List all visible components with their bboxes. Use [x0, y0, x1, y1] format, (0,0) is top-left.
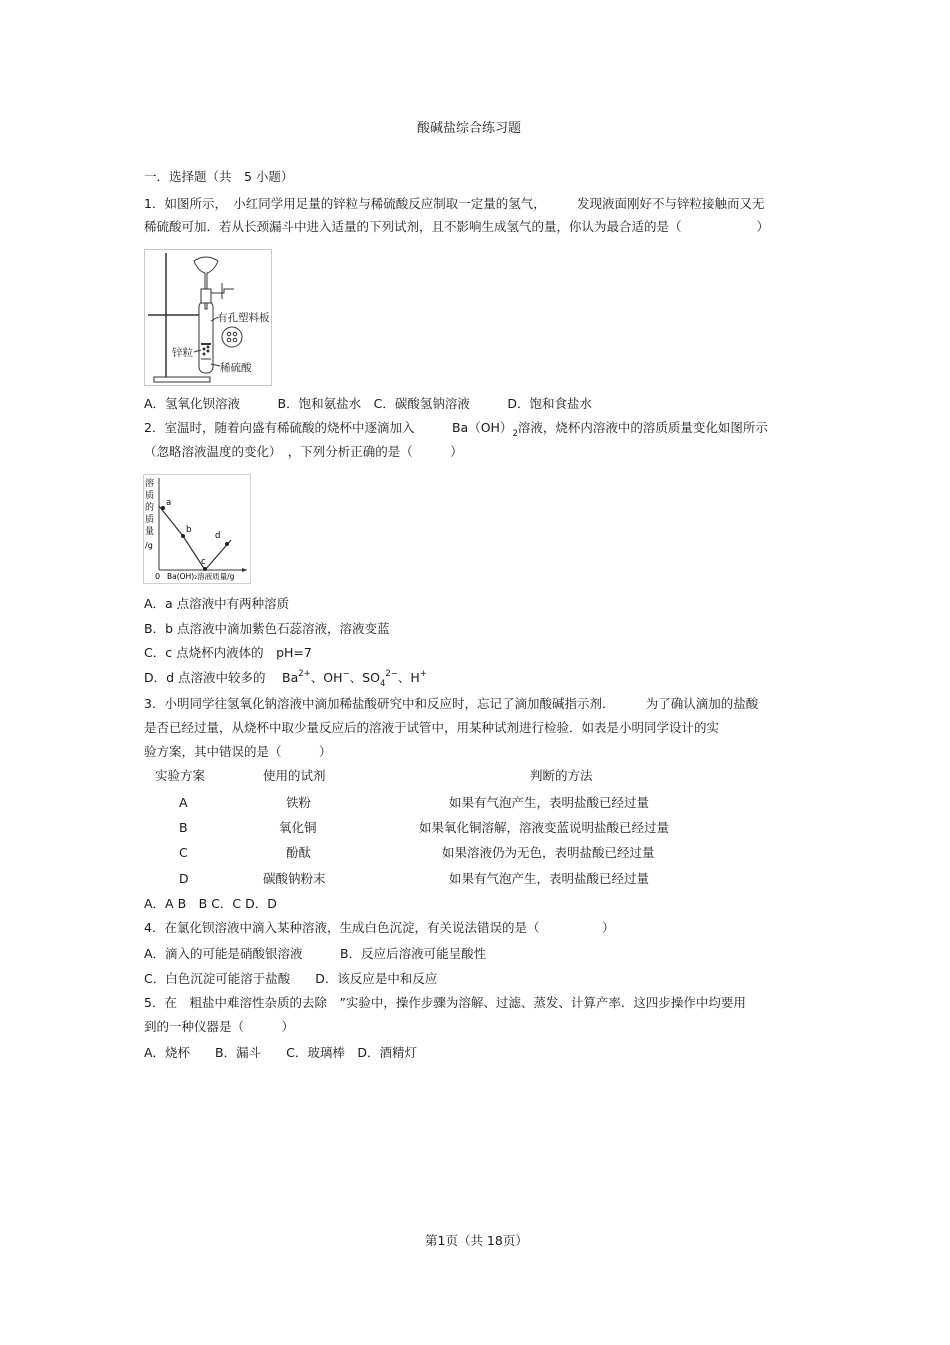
- table-cell: 酚酞: [286, 845, 312, 860]
- table-cell: 如果溶液仍为无色，表明盐酸已经过量: [442, 845, 655, 860]
- q3-line-3: 验方案，其中错误的是（ ）: [144, 744, 332, 759]
- graph-origin: 0: [155, 572, 161, 581]
- point-c-label: c: [201, 557, 206, 567]
- q2-option-d-ion: 、H: [397, 670, 420, 685]
- ylabel-char: 质: [145, 491, 155, 501]
- ylabel-char: 的: [145, 503, 155, 513]
- subscript: 4: [379, 679, 386, 689]
- q5-options: A．烧杯 B．漏斗 C．玻璃棒 D．酒精灯: [144, 1045, 417, 1060]
- q4-options-2: C．白色沉淀可能溶于盐酸 D．该反应是中和反应: [144, 971, 438, 986]
- q1-options: A．氢氧化钡溶液 B．饱和氨盐水 C．碳酸氢钠溶液 D．饱和食盐水: [144, 396, 592, 411]
- zinc-granule: [203, 348, 206, 351]
- superscript: 2−: [385, 669, 398, 679]
- point-d-marker: [225, 542, 229, 546]
- point-d-label: d: [215, 531, 221, 541]
- q2-subscript: 2: [512, 429, 518, 439]
- zinc-granule: [207, 346, 210, 349]
- solute-mass-graph: [143, 474, 251, 584]
- table-cell: 氧化铜: [279, 820, 317, 835]
- table-cell: 如果有气泡产生，表明盐酸已经过量: [449, 871, 650, 886]
- q2-line-2: （忽略溶液温度的变化） ，下列分析正确的是（ ）: [144, 444, 463, 459]
- superscript: −: [342, 669, 350, 679]
- graph-border: [144, 475, 251, 584]
- table-cell: B: [179, 820, 188, 835]
- q5-line-2: 到的一种仪器是（ ）: [144, 1019, 295, 1034]
- q2-option-d-text: D．d 点溶液中较多的 Ba: [144, 670, 299, 685]
- ylabel-char: 溶: [145, 479, 155, 489]
- q2-option-d: [144, 670, 427, 688]
- q2-option-a: A．a 点溶液中有两种溶质: [144, 596, 290, 611]
- point-b-label: b: [186, 525, 192, 535]
- q2-option-d-ion: 、OH: [310, 670, 343, 685]
- label-plate: 有孔塑料板: [217, 312, 270, 324]
- ylabel-unit: /g: [145, 541, 153, 550]
- q1-line-1: 1．如图所示， 小红同学用足量的锌粒与稀硫酸反应制取一定量的氢气， 发现液面刚好不与锌粒接触而又无: [144, 196, 765, 211]
- x-axis-arrow: [242, 568, 247, 572]
- superscript: 2+: [298, 669, 311, 679]
- q5-line-1: 5．在 粗盐中难溶性杂质的去除 ”实验中，操作步骤为溶解、过滤、蒸发、计算产率．这四步操作中均要用: [144, 995, 746, 1010]
- table-header-reagent: 使用的试剂: [263, 768, 326, 783]
- plate-detail-circle: [222, 327, 242, 347]
- q2-option-d-ion: 、SO: [349, 670, 380, 685]
- apparatus-figure: [144, 249, 272, 386]
- page-title: 酸碱盐综合练习题: [417, 121, 522, 136]
- table-cell: 碳酸钠粉末: [263, 871, 326, 886]
- q3-line-1: 3．小明同学往氢氧化钠溶液中滴加稀盐酸研究中和反应时，忘记了滴加酸碱指示剂． 为了确认滴加的盐酸: [144, 696, 759, 711]
- q1-line-2: 稀硫酸可加．若从长颈漏斗中进入适量的下列试剂，且不影响生成氢气的量，你认为最合适的是（ ）: [144, 219, 770, 234]
- ylabel-char: 质: [145, 515, 155, 525]
- table-header-method: 判断的方法: [530, 768, 593, 783]
- superscript: +: [419, 669, 427, 679]
- point-b-marker: [181, 534, 185, 538]
- zinc-granule: [203, 353, 206, 356]
- q3-line-2: 是否已经过量，从烧杯中取少量反应后的溶液于试管中，用某种试剂进行检验．如表是小明同学设计的实: [144, 720, 720, 735]
- table-cell: C: [179, 845, 188, 860]
- label-zinc: 锌粒: [172, 347, 193, 359]
- page-footer: 第1页（共 18页）: [425, 1233, 528, 1248]
- q4-line-1: 4．在氯化钡溶液中滴入某种溶液，生成白色沉淀，有关说法错误的是（ ）: [144, 920, 615, 935]
- table-cell: 铁粉: [286, 795, 312, 810]
- stopper: [201, 289, 211, 303]
- table-header-scheme: 实验方案: [155, 768, 206, 783]
- q4-options-1: A．滴入的可能是硝酸银溶液 B．反应后溶液可能呈酸性: [144, 946, 487, 961]
- point-c-marker: [203, 567, 207, 571]
- q2-line-1: [144, 420, 768, 438]
- table-cell: 如果氧化铜溶解，溶液变蓝说明盐酸已经过量: [419, 820, 670, 835]
- stand-base: [154, 377, 210, 382]
- section-heading: 一．选择题（共 5 小题）: [144, 169, 294, 184]
- ylabel-char: 量: [145, 527, 155, 537]
- test-tube: [199, 301, 213, 373]
- table-cell: A: [179, 795, 188, 810]
- graph-xlabel: Ba(OH)₂溶液质量/g: [167, 572, 235, 581]
- q2-option-b: B．b 点溶液中滴加紫色石蕊溶液，溶液变蓝: [144, 621, 390, 636]
- label-acid: 稀硫酸: [220, 362, 252, 374]
- zinc-granule: [207, 350, 210, 353]
- q2-line-1-cont: 溶液，烧杯内溶液中的溶质质量变化如图所示: [517, 420, 768, 435]
- point-a-label: a: [166, 498, 172, 508]
- table-cell: D: [179, 871, 189, 886]
- q3-options: A．A B B C．C D．D: [144, 896, 277, 911]
- table-cell: 如果有气泡产生，表明盐酸已经过量: [449, 795, 650, 810]
- point-a-marker: [161, 506, 165, 510]
- q2-line-1-text: 2．室温时，随着向盛有稀硫酸的烧杯中逐滴加入 Ba（OH）: [144, 420, 513, 435]
- q2-option-c: C．c 点烧杯内液体的 pH=7: [144, 645, 312, 660]
